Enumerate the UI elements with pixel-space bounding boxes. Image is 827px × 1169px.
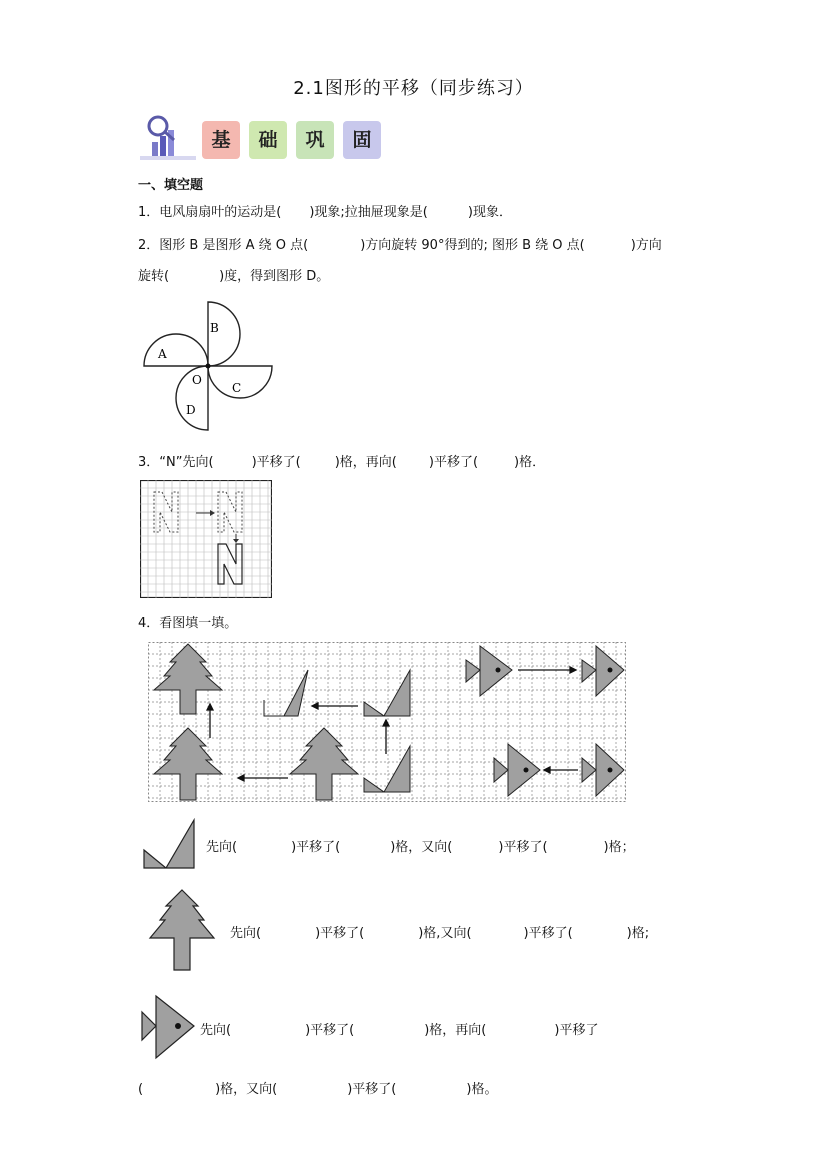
question-2-line-2: 旋转( )度，得到图形 D。 xyxy=(138,269,330,284)
answer-row-triangle: 先向( )平移了( )格，又向( )平移了( )格； xyxy=(206,840,635,855)
magnifier-chart-icon xyxy=(138,112,198,162)
banner-tile-4: 固 xyxy=(343,121,381,159)
section-heading: 一、填空题 xyxy=(138,178,204,193)
label-o: O xyxy=(192,373,202,387)
half-circle-a xyxy=(144,334,208,366)
translation-grid-figure xyxy=(148,642,626,802)
question-2-line-1: 2．图形 B 是图形 A 绕 O 点( )方向旋转 90°得到的; 图形 B 绕 O 点( )方向 xyxy=(138,238,662,253)
label-b: B xyxy=(210,321,219,335)
rotation-figure xyxy=(140,298,274,432)
question-1: 1．电风扇扇叶的运动是( )现象;拉抽屉现象是( )现象． xyxy=(138,205,512,220)
label-c: C xyxy=(232,381,242,395)
label-d: D xyxy=(186,403,196,417)
banner-tile-2: 础 xyxy=(249,121,287,159)
tree-shape-icon xyxy=(148,888,216,972)
answer-row-fish-cont: ( )格，又向( )平移了( )格。 xyxy=(138,1082,498,1097)
label-a: A xyxy=(158,347,167,361)
page-title: 2.1图形的平移（同步练习） xyxy=(293,78,534,99)
n-translation-grid xyxy=(140,480,272,598)
fish-shape-icon xyxy=(140,994,196,1062)
answer-row-tree: 先向( )平移了( )格,又向( )平移了( )格; xyxy=(230,926,650,941)
banner-tile-1: 基 xyxy=(202,121,240,159)
question-4: 4．看图填一填。 xyxy=(138,616,238,631)
question-3: 3．“N”先向( )平移了( )格，再向( )平移了( )格． xyxy=(138,455,546,470)
section-banner xyxy=(138,112,400,162)
answer-row-fish: 先向( )平移了( )格，再向( )平移了 xyxy=(200,1023,599,1038)
banner-tile-3: 巩 xyxy=(296,121,334,159)
triangle-shape-icon xyxy=(142,818,196,870)
